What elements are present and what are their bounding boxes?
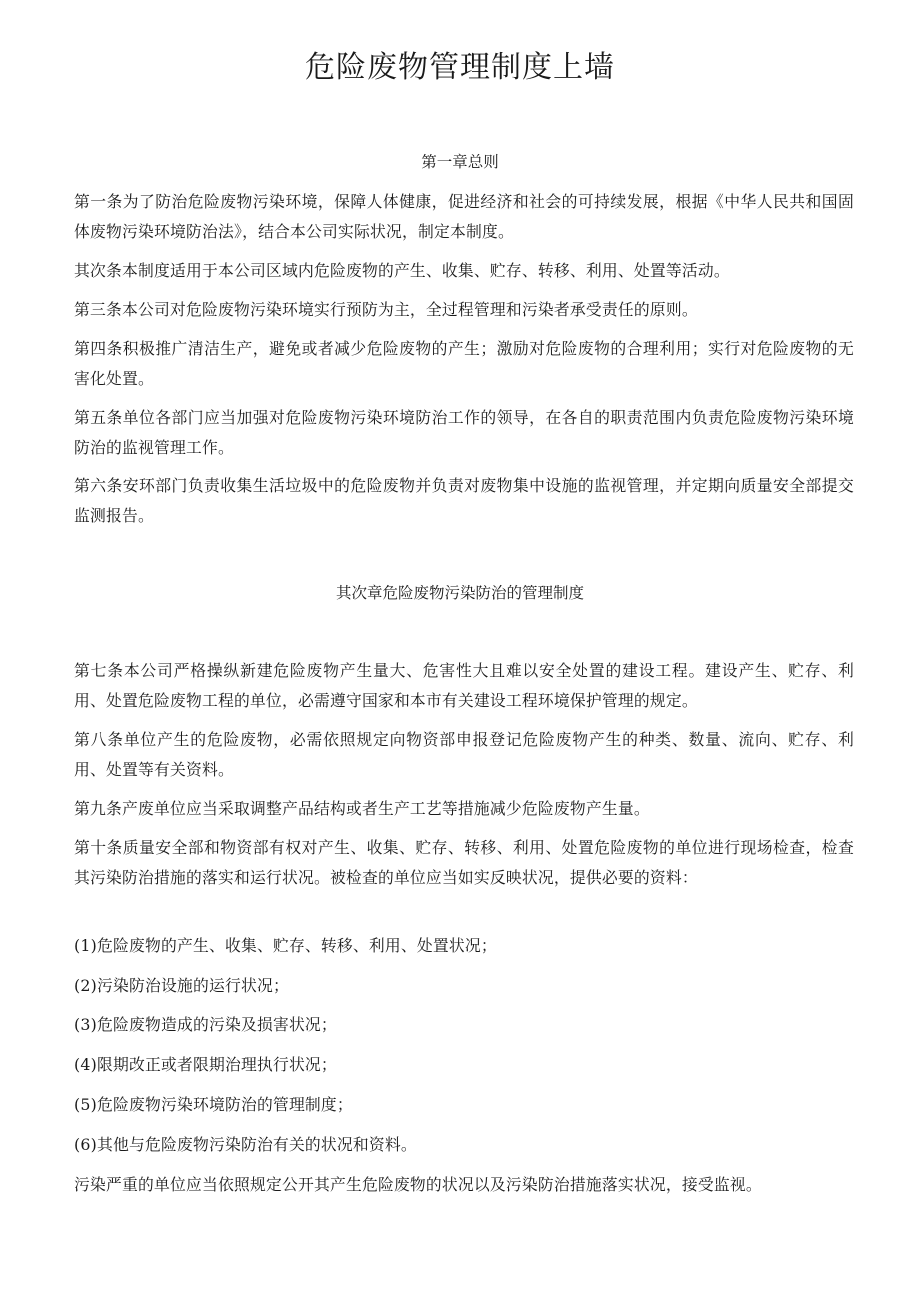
article-8: 第八条单位产生的危险废物，必需依照规定向物资部申报登记危险废物产生的种类、数量、流向、贮存、利用、处置等有关资料。 <box>74 730 854 779</box>
article-3: 第三条本公司对危险废物污染环境实行预防为主，全过程管理和污染者承受责任的原则。 <box>74 300 698 319</box>
list-item-1: (1)危险废物的产生、收集、贮存、转移、利用、处置状况； <box>74 936 497 955</box>
article-9: 第九条产废单位应当采取调整产品结构或者生产工艺等措施减少危险废物产生量。 <box>74 799 650 818</box>
article-4: 第四条积极推广清洁生产，避免或者减少危险废物的产生；激励对危险废物的合理利用；实行对危险废物的无害化处置。 <box>74 339 854 388</box>
chapter-2-heading: 其次章危险废物污染防治的管理制度 <box>335 584 584 602</box>
list-item-2: (2)污染防治设施的运行状况； <box>74 976 289 995</box>
article-2: 其次条本制度适用于本公司区域内危险废物的产生、收集、贮存、转移、利用、处置等活动。 <box>74 261 730 280</box>
list-item-5: (5)危险废物污染环境防治的管理制度； <box>74 1095 353 1114</box>
article-10: 第十条质量安全部和物资部有权对产生、收集、贮存、转移、利用、处置危险废物的单位进行现场检查，检查其污染防治措施的落实和运行状况。被检查的单位应当如实反映状况，提供必要的资料： <box>74 838 854 887</box>
article-1: 第一条为了防治危险废物污染环境，保障人体健康，促进经济和社会的可持续发展，根据《中华人民共和国固体废物污染环境防治法》，结合本公司实际状况，制定本制度。 <box>74 192 854 241</box>
document-title: 危险废物管理制度上墙 <box>305 50 615 85</box>
article-7: 第七条本公司严格操纵新建危险废物产生量大、危害性大且难以安全处置的建设工程。建设产生、贮存、利用、处置危险废物工程的单位，必需遵守国家和本市有关建设工程环境保护管理的规定。 <box>74 661 854 710</box>
closing-paragraph: 污染严重的单位应当依照规定公开其产生危险废物的状况以及污染防治措施落实状况，接受监视。 <box>74 1175 762 1194</box>
chapter-1-heading: 第一章总则 <box>421 153 499 171</box>
article-6: 第六条安环部门负责收集生活垃圾中的危险废物并负责对废物集中设施的监视管理，并定期向质量安全部提交监测报告。 <box>74 476 854 525</box>
list-item-3: (3)危险废物造成的污染及损害状况； <box>74 1015 337 1034</box>
list-item-4: (4)限期改正或者限期治理执行状况； <box>74 1055 337 1074</box>
article-5: 第五条单位各部门应当加强对危险废物污染环境防治工作的领导，在各自的职责范围内负责危险废物污染环境防治的监视管理工作。 <box>74 408 854 457</box>
list-item-6: (6)其他与危险废物污染防治有关的状况和资料。 <box>74 1135 417 1154</box>
